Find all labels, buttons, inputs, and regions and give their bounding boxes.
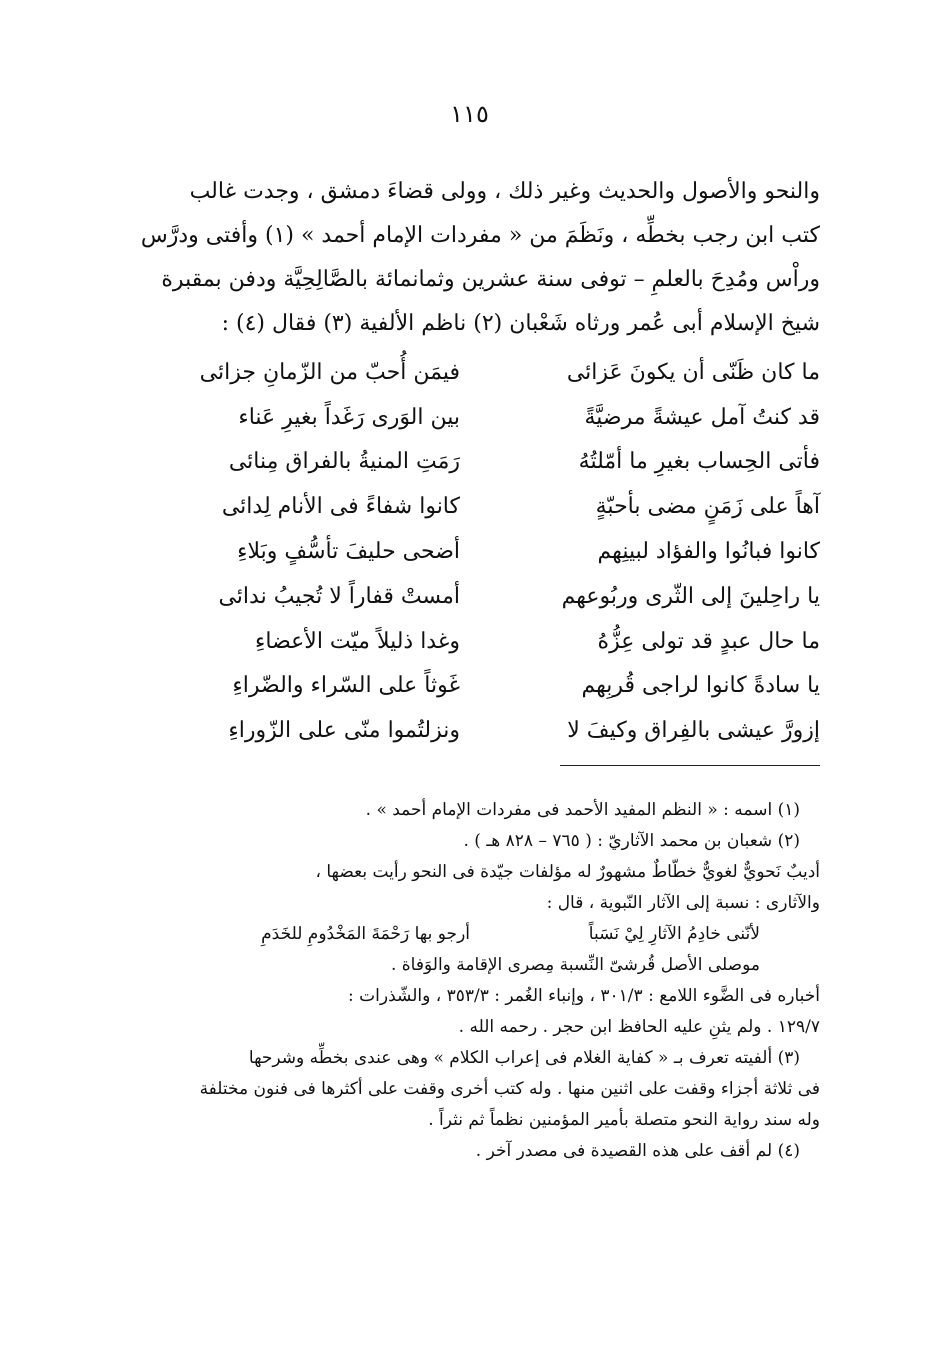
footnote-1: (١) اسمه : « النظم المفيد الأحمد فى مفردات الإمام أحمد » .	[365, 800, 800, 820]
poem	[160, 350, 820, 753]
verse-first-hemistich: ما حال عبدٍ قد تولى عِزُّهُ	[597, 628, 820, 654]
footnotes	[150, 795, 820, 1167]
verse-second-hemistich: غَوثاً على السّراء والضّراءِ	[232, 673, 460, 699]
poem-verse	[160, 664, 820, 709]
verse-second-hemistich: أمستْ قفاراً لا تُجيبُ ندائى	[218, 583, 460, 609]
verse-first-hemistich: قد كنتُ آمل عيشةً مرضيَّةً	[584, 404, 820, 430]
poem-verse	[160, 484, 820, 529]
footnote-2: (٢) شعبان بن محمد الآثاريّ : ( ٧٦٥ – ٨٢٨ هـ ) .	[463, 831, 800, 851]
footnote-2-text: ١٢٩/٧ . ولم يثنِ عليه الحافظ ابن حجر . رحمه الله .	[458, 1017, 820, 1037]
poem-verse	[160, 529, 820, 574]
poem-verse	[160, 395, 820, 440]
footnote-separator	[560, 765, 820, 766]
verse-first-hemistich: كانوا فبانُوا والفؤاد لبينِهم	[597, 539, 820, 565]
verse-second-hemistich: رَمَتِ المنيةُ بالفراق مِنائى	[228, 449, 460, 475]
body-line: والنحو والأصول والحديث وغير ذلك ، وولى قضاءَ دمشق ، وجدت غالب	[189, 179, 820, 204]
body-text	[140, 170, 820, 346]
footnote-verse	[150, 919, 820, 950]
footnote-3-text: وله سند رواية النحو متصلة بأمير المؤمنين نظماً ثم نثراً .	[428, 1110, 820, 1130]
poem-verse	[160, 350, 820, 395]
page-number: ١١٥	[450, 100, 489, 128]
verse-first-hemistich: إزورَّ عيشى بالفِراق وكيفَ لا	[567, 718, 820, 744]
footnote-verse-first: لأنّنى خادِمُ الآثارِ لِيْ نَسَباً	[588, 924, 760, 944]
poem-verse	[160, 708, 820, 753]
verse-second-hemistich: أضحى حليفَ تأسُّفٍ وبَلاءِ	[237, 539, 460, 565]
poem-verse	[160, 574, 820, 619]
footnote-4: (٤) لم أقف على هذه القصيدة فى مصدر آخر .	[475, 1141, 800, 1161]
body-line: وراْس ومُدِحَ بالعلمِ – توفى سنة عشرين وثمانمائة بالصَّالِحِيَّة ودفن بمقبرة	[161, 267, 820, 292]
verse-second-hemistich: وغدا ذليلاً ميّت الأعضاءِ	[255, 628, 460, 654]
verse-first-hemistich: ما كان ظَنّى أن يكونَ عَزائى	[566, 359, 820, 385]
body-line: شيخ الإسلام أبى عُمر ورثاه شَعْبان (٢) ناظم الألفية (٣) فقال (٤) :	[221, 311, 820, 336]
poem-verse	[160, 440, 820, 485]
verse-first-hemistich: يا راحِلينَ إلى الثّرى وربُوعهم	[561, 583, 820, 609]
footnote-2-text: والآثارى : نسبة إلى الآثار النّبوية ، قال :	[546, 893, 820, 913]
footnote-3: (٣) ألفيته تعرف بـ « كفاية الغلام فى إعراب الكلام » وهى عندى بخطِّه وشرحها	[248, 1048, 800, 1068]
footnote-2-text: أديبٌ نَحويٌّ لغويٌّ خطّاطٌ مشهورٌ له مؤلفات جيّدة فى النحو رأيت بعضها ،	[315, 862, 820, 882]
footnote-3-text: فى ثلاثة أجزاء وقفت على اثنين منها . وله كتب أخرى وقفت على أكثرها فى فنون مختلفة	[199, 1079, 820, 1099]
verse-second-hemistich: فيمَن أُحبّ من الزّمانِ جزائى	[199, 359, 460, 385]
poem-verse	[160, 619, 820, 664]
footnote-verse-second: أرجو بها رَحْمَةَ المَخْدُومِ للخَدَمِ	[261, 924, 470, 944]
verse-first-hemistich: يا سادةً كانوا لراجى قُربِهم	[581, 673, 820, 699]
verse-second-hemistich: ونزلتُموا منّى على الزّوراءِ	[228, 718, 460, 744]
verse-first-hemistich: آهاً على زَمَنٍ مضى بأحبّةٍ	[595, 494, 820, 520]
verse-second-hemistich: بين الوَرى رَغَداً بغيرِ عَناء	[238, 404, 460, 430]
footnote-2-text: موصلى الأصل قُرشىّ النِّسبة مِصرى الإقامة والوَفاة .	[390, 955, 760, 975]
verse-first-hemistich: فأتى الحِساب بغيرِ ما أمّلتُهُ	[578, 449, 820, 475]
verse-second-hemistich: كانوا شفاءً فى الأنام لِدائى	[221, 494, 460, 520]
body-line: كتب ابن رجب بخطِّه ، ونَظَمَ من « مفردات الإمام أحمد » (١) وأفتى ودرَّس	[140, 223, 820, 248]
footnote-2-text: أخباره فى الضَّوء اللامع : ٣٠١/٣ ، وإنباء الغُمر : ٣٥٣/٣ ، والشّذرات :	[348, 986, 820, 1006]
